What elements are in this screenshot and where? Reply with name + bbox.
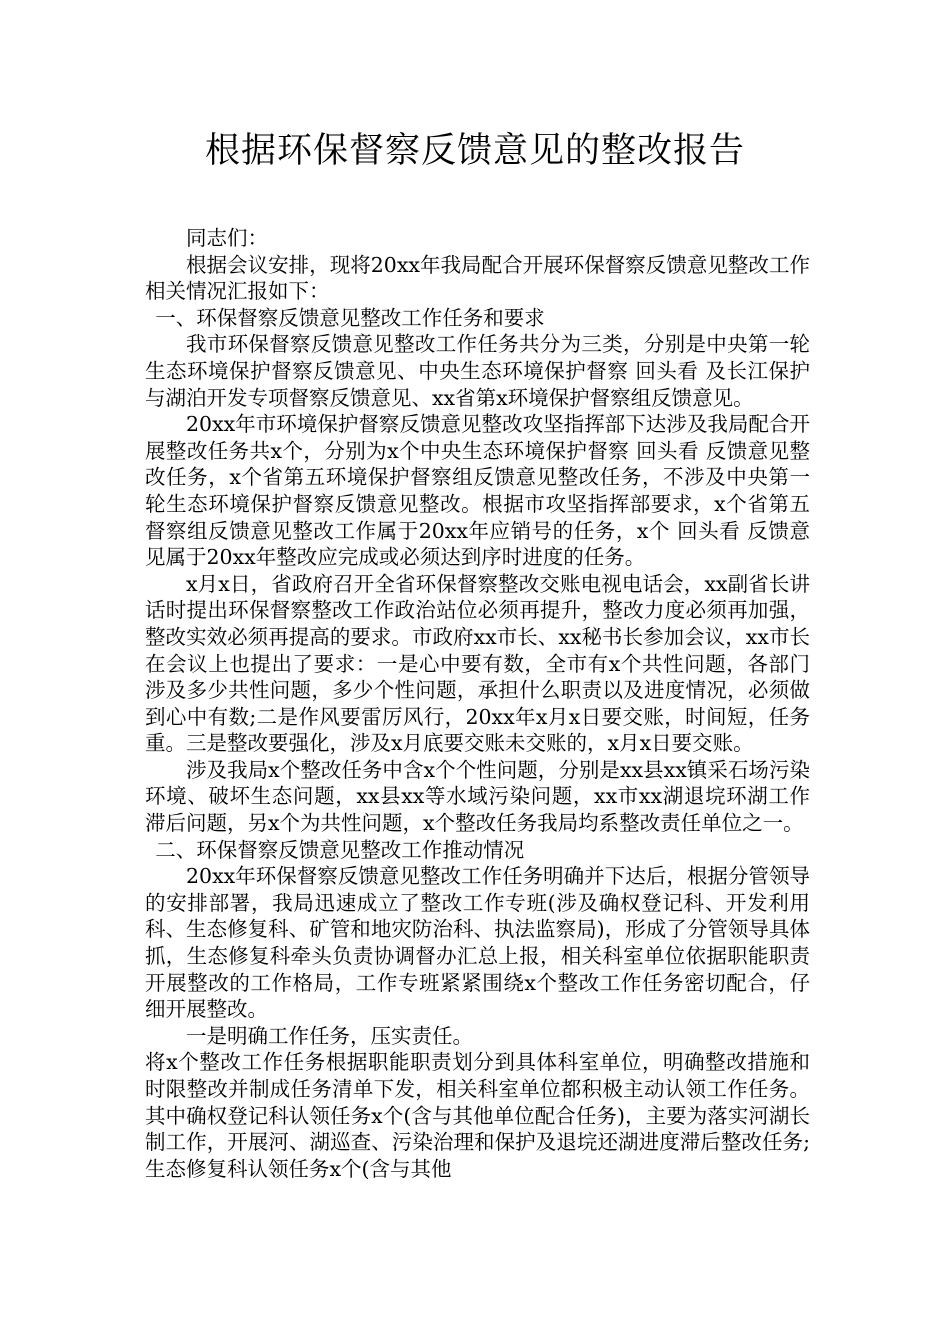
document-body [145, 225, 810, 1182]
intro-paragraph: 根据会议安排，现将20xx年我局配合开展环保督察反馈意见整改工作相关情况汇报如下： [145, 252, 810, 304]
section-heading-1: 一、环保督察反馈意见整改工作任务和要求 [155, 305, 545, 330]
body-paragraph: 将x个整改工作任务根据职能职责划分到具体科室单位，明确整改措施和时限整改并制成任务清单下发，相关科室单位都积极主动认领工作任务。其中确权登记科认领任务x个(含与其他单位配合任务)，主要为落实河湖长制工作，开展河、湖巡查、污染治理和保护及退垸还湖进度滞后整改任务;生态修复科认领任务x个(含与其他 [145, 1050, 810, 1181]
section-heading-2: 二、环保督察反馈意见整改工作推动情况 [155, 837, 525, 862]
sub-heading: 一是明确工作任务，压实责任。 [186, 1023, 473, 1048]
salutation: 同志们： [186, 226, 268, 250]
body-paragraph: 20xx年环保督察反馈意见整改工作任务明确并下达后，根据分管领导的安排部署，我局迅速成立了整改工作专班(涉及确权登记科、开发利用科、生态修复科、矿管和地灾防治科、执法监察局)，形成了分管领导具体抓，生态修复科牵头负责协调督办汇总上报，相关科室单位依据职能职责开展整改的工作格局，工作专班紧紧围绕x个整改工作任务密切配合，仔细开展整改。 [145, 864, 810, 1022]
body-paragraph: 我市环保督察反馈意见整改工作任务共分为三类，分别是中央第一轮生态环境保护督察反馈意见、中央生态环境保护督察 回头看 及长江保护与湖泊开发专项督察反馈意见、xx省第x环境保护督察组反馈意见。 [145, 332, 810, 410]
body-paragraph: x月x日，省政府召开全省环保督察整改交账电视电话会，xx副省长讲话时提出环保督察整改工作政治站位必须再提升，整改力度必须再加强，整改实效必须再提高的要求。市政府xx市长、xx秘书长参加会议，xx市长在会议上也提出了要求：一是心中要有数，全市有x个共性问题，各部门涉及多少共性问题，多少个性问题，承担什么职责以及进度情况，必须做到心中有数;二是作风要雷厉风行，20xx年x月x日要交账，时间短，任务重。三是整改要强化，涉及x月底要交账未交账的，x月x日要交账。 [145, 571, 810, 756]
body-paragraph: 20xx年市环境保护督察反馈意见整改攻坚指挥部下达涉及我局配合开展整改任务共x个，分别为x个中央生态环境保护督察 回头看 反馈意见整改任务，x个省第五环境保护督察组反馈意见整改任务，不涉及中央第一轮生态环境保护督察反馈意见整改。根据市攻坚指挥部要求，x个省第五督察组反馈意见整改工作属于20xx年应销号的任务，x个 回头看 反馈意见属于20xx年整改应完成或必须达到序时进度的任务。 [145, 412, 810, 570]
body-paragraph: 涉及我局x个整改任务中含x个个性问题，分别是xx县xx镇采石场污染环境、破坏生态问题，xx县xx等水域污染问题，xx市xx湖退垸环湖工作滞后问题，另x个为共性问题，x个整改任务我局均系整改责任单位之一。 [145, 757, 810, 836]
document-title: 根据环保督察反馈意见的整改报告 [204, 131, 745, 171]
